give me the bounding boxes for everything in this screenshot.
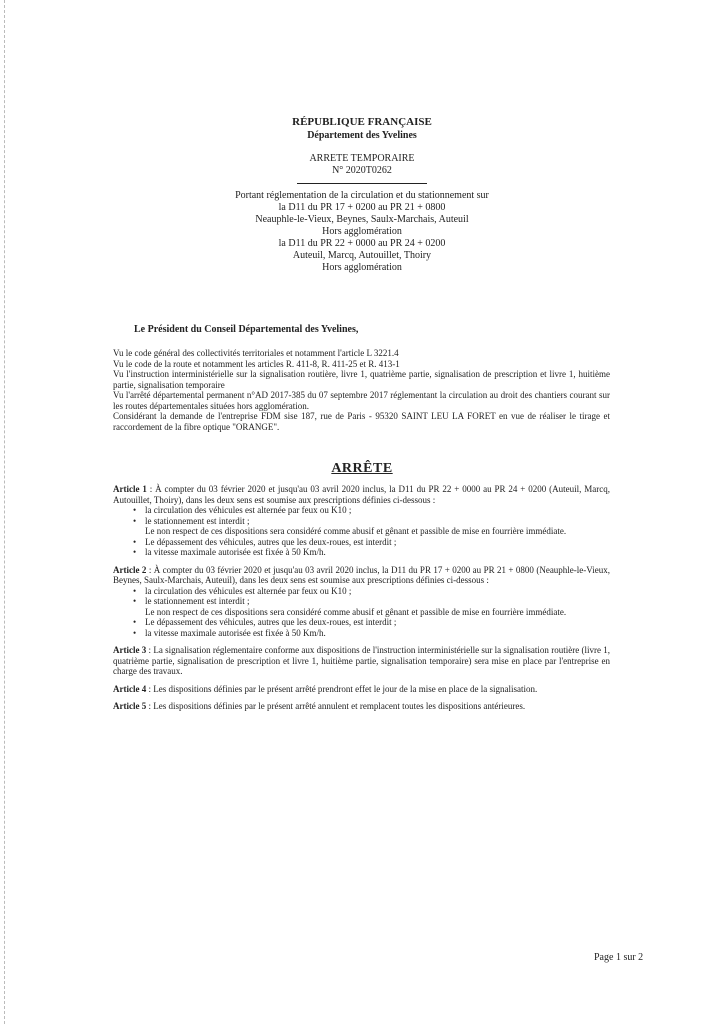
article-2 <box>113 565 610 639</box>
header-divider <box>297 183 427 184</box>
considerant-2: Vu le code de la route et notamment les articles R. 411-8, R. 411-25 et R. 413-1 <box>113 358 400 369</box>
considerant-3: Vu l'instruction interministérielle sur la signalisation routière, livre 1, quatrième partie, signalisation de prescription et livre 1, huitième partie, signalisation temporaire <box>113 369 610 390</box>
articles-section <box>113 484 610 719</box>
article-items <box>113 586 610 639</box>
considerants <box>113 348 610 432</box>
article-text: : Les dispositions définies par le présent arrêté prendront effet le jour de la mise en place de la signalisation. <box>146 683 538 694</box>
object-line-4: Hors agglomération <box>322 226 402 237</box>
object-line-1: Portant réglementation de la circulation et du stationnement sur <box>235 190 489 201</box>
considerant-4: Vu l'arrêté départemental permanent n°AD 2017-385 du 07 septembre 2017 réglementant la circulation au droit des chantiers courant sur les routes départementales situées hors agglomération. <box>113 390 610 411</box>
list-item: • la circulation des véhicules est alternée par feux ou K10 ; <box>137 586 610 597</box>
object-line-2: la D11 du PR 17 + 0200 au PR 21 + 0800 <box>278 202 446 213</box>
list-item: • le stationnement est interdit ; <box>137 516 610 527</box>
article-label: Article 2 <box>113 564 147 575</box>
department-heading: Département des Yvelines <box>307 130 417 141</box>
article-label: Article 4 <box>113 683 147 694</box>
article-text: : Les dispositions définies par le présent arrêté annulent et remplacent toutes les dispositions antérieures. <box>146 701 526 711</box>
arrete-number: N° 2020T0262 <box>332 165 392 176</box>
considerant-5: Considérant la demande de l'entreprise FDM sise 187, rue de Paris - 95320 SAINT LEU LA FORET en vue de réaliser le tirage et raccordement de la fibre optique "ORANGE". <box>113 411 610 432</box>
republic-heading: RÉPUBLIQUE FRANÇAISE <box>292 116 432 128</box>
arrete-title: ARRÊTE <box>331 461 393 476</box>
article-5 <box>113 701 610 712</box>
president-heading: Le Président du Conseil Départemental des Yvelines, <box>134 324 359 335</box>
list-item-note: Le non respect de ces dispositions sera considéré comme abusif et gênant et passible de mise en fourrière immédiate. <box>145 606 567 617</box>
list-item: • la vitesse maximale autorisée est fixée à 50 Km/h. <box>137 547 610 558</box>
article-1 <box>113 484 610 558</box>
article-label: Article 5 <box>113 701 147 711</box>
article-text: : La signalisation réglementaire conforme aux dispositions de l'instruction interministérielle sur la signalisation routière (livre 1, quatrième partie, signalisation de prescription et livre 1, huitième partie, signalisation temporaire) sera mise en place par l'entreprise en charge des travaux. <box>113 645 610 676</box>
arrete-label: ARRETE TEMPORAIRE <box>309 153 415 164</box>
article-text: : À compter du 03 février 2020 et jusqu'au 03 avril 2020 inclus, la D11 du PR 17 + 0200 au PR 21 + 0800 (Neauphle-le-Vieux, Beynes, Saulx-Marchais, Auteuil), dans les deux sens est soumise aux prescriptions définies ci-dessous : <box>113 564 611 585</box>
list-item-note: Le non respect de ces dispositions sera considéré comme abusif et gênant et passible de mise en fourrière immédiate. <box>145 526 567 536</box>
list-item: • Le dépassement des véhicules, autres que les deux-roues, est interdit ; <box>137 537 610 548</box>
page-number: Page 1 sur 2 <box>594 952 644 963</box>
article-label: Article 1 <box>113 484 147 494</box>
document-header <box>0 116 724 274</box>
article-3 <box>113 645 610 677</box>
article-items <box>113 505 610 558</box>
article-text: : À compter du 03 février 2020 et jusqu'au 03 avril 2020 inclus, la D11 du PR 22 + 0000 au PR 24 + 0200 (Auteuil, Marcq, Autouillet, Thoiry), dans les deux sens est soumise aux prescriptions définies ci-dessous : <box>113 484 610 505</box>
article-4 <box>113 684 610 695</box>
list-item: • la vitesse maximale autorisée est fixée à 50 Km/h. <box>137 628 610 639</box>
list-item: • la circulation des véhicules est alternée par feux ou K10 ; <box>137 505 610 516</box>
object-line-6: Auteuil, Marcq, Autouillet, Thoiry <box>292 250 432 261</box>
list-item: • le stationnement est interdit ; <box>137 596 610 607</box>
object-line-7: Hors agglomération <box>322 262 402 273</box>
considerant-1: Vu le code général des collectivités territoriales et notamment l'article L 3221.4 <box>113 348 399 358</box>
object-line-3: Neauphle-le-Vieux, Beynes, Saulx-Marchais, Auteuil <box>255 214 469 225</box>
list-item: • Le dépassement des véhicules, autres que les deux-roues, est interdit ; <box>137 617 610 628</box>
article-label: Article 3 <box>113 645 147 655</box>
object-line-5: la D11 du PR 22 + 0000 au PR 24 + 0200 <box>278 238 446 249</box>
